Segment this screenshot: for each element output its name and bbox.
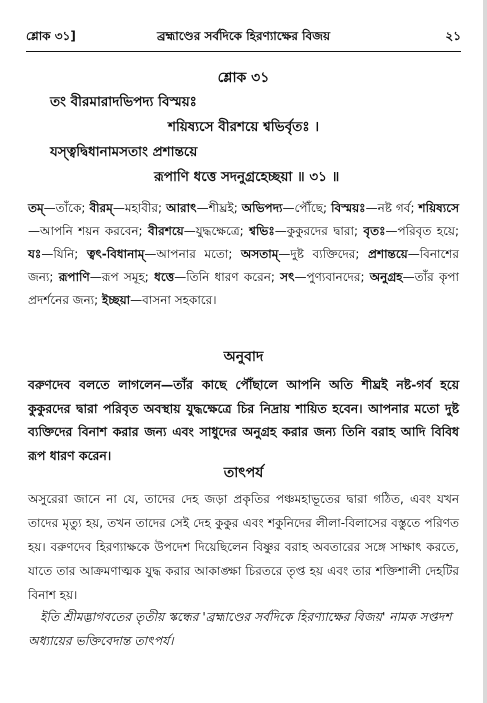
purport-text: অসুরেরা জানে না যে, তাদের দেহ জড়া প্রকৃতির পঞ্চমহাভূতের দ্বারা গঠিত, এবং যখন তাদের মৃত্যু হয়, তখন তাদের সেই দেহ কুকুর এবং শকুনিদের লীলা-বিলাসের বস্তুতে পরিণত হয়। বরুণদেব হিরণ্যাক্ষকে উপদেশ দিয়েছিলেন বিষ্ণুর বরাহ অবতারের সঙ্গে সাক্ষাৎ করতে, যাতে তার আক্রমণাত্মক যুদ্ধ করার আকাঙ্ক্ষা চিরতরে তৃপ্ত হয় এবং তার শক্তিশালী দেহটির বিনাশ হয়।: [28, 492, 459, 602]
synonym-word: ইচ্ছয়া: [102, 293, 131, 307]
synonym-word: বীরশয়ে: [148, 224, 184, 238]
translation-heading: অনুবাদ: [223, 349, 264, 365]
synonym-word: শয়িষ্যসে: [418, 201, 459, 215]
synonym-word: ধত্তে: [154, 270, 175, 284]
translation-text: বরুণদেব বলতে লাগলেন—তাঁর কাছে পৌঁছালে আপনি অতি শীঘ্রই নষ্ট-গর্ব হয়ে কুকুরদের দ্বারা পরিবৃত অবস্থায় যুদ্ধক্ষেত্রে চির নিদ্রায় শায়িত হবেন। আপনার মতো দুষ্ট ব্যক্তিদের বিনাশ করার জন্য এবং সাধুদের অনুগ্রহ করার জন্য তিনি বরাহ আদি বিবিধ রূপ ধারণ করেন।: [28, 377, 459, 463]
synonym-meaning: —যুদ্ধক্ষেত্রে;: [183, 224, 250, 238]
verse-line: যস্ত্বদ্বিধানামসতাং প্রশান্তয়ে: [50, 144, 198, 160]
verse-title: শ্লোক ৩১: [217, 70, 270, 86]
synonym-word: শ্বভিঃ: [249, 224, 275, 238]
synonym-meaning: —রূপ সমূহ;: [89, 270, 155, 284]
purport-heading: তাৎপর্য: [223, 465, 264, 481]
synonym-word: বীরম্: [89, 201, 113, 215]
synonym-word: অসতাম্: [240, 247, 279, 261]
synonym-meaning: —মহাবীর;: [112, 201, 167, 215]
verse-line: রূপাণি ধত্তে সদনুগ্রহেচ্ছয়া ॥ ৩১ ॥: [154, 169, 340, 185]
synonym-meaning: —দুষ্ট ব্যক্তিদের;: [278, 247, 369, 261]
verse-line: শয়িষ্যসে বীরশয়ে শ্বভির্বৃতঃ ।: [168, 119, 320, 135]
page-edge-shadow: [483, 0, 487, 703]
synonym-word: সৎ: [280, 270, 295, 284]
verse-line: তং বীরমারাদভিপদ্য বিস্ময়ঃ: [50, 94, 197, 110]
synonym-meaning: —কুকুরদের দ্বারা;: [274, 224, 364, 238]
synonym-meaning: —তাঁকে;: [43, 201, 90, 215]
synonym-word: ত্বৎ-বিধানাম্: [86, 247, 145, 261]
running-header: [26, 28, 461, 48]
sanskrit-verse: [50, 90, 450, 190]
synonym-meaning: —তাঁর কৃপা প্রদর্শনের জন্য;: [28, 270, 459, 307]
synonym-word: অভিপদ্য: [241, 201, 283, 215]
synonym-word: যঃ: [28, 247, 42, 261]
synonym-meaning: —নষ্ট গর্ব;: [365, 201, 419, 215]
synonym-word: বৃতঃ: [363, 224, 386, 238]
header-verse-ref: শ্লোক ৩১]: [26, 29, 76, 43]
header-divider: [26, 51, 461, 52]
synonym-meaning: —পৌঁছে;: [282, 201, 332, 215]
synonym-meaning: —আপনি শয়ন করবেন;: [28, 224, 149, 238]
synonym-word: বিস্ময়ঃ: [331, 201, 366, 215]
header-page-number: ২১: [445, 29, 461, 43]
synonym-meaning: —বিনাশের জন্য;: [28, 247, 459, 284]
synonym-meaning: —পুণ্যবানদের;: [294, 270, 370, 284]
synonym-word: প্রশান্তয়ে: [368, 247, 408, 261]
synonym-meaning: —বাসনা সহকারে।: [130, 293, 217, 307]
chapter-colophon: ইতি শ্রীমদ্ভাগবতের তৃতীয় স্কন্ধের 'ব্রহ্মাণ্ডের সর্বদিকে হিরণ্যাক্ষের বিজয়' নামক সপ্তদশ অধ্যায়ের ভক্তিবেদান্ত তাৎপর্য।: [28, 610, 452, 648]
synonym-word: তম্: [28, 201, 44, 215]
synonym-meaning: —শীঘ্রই;: [196, 201, 242, 215]
word-synonyms: [28, 197, 459, 312]
synonym-word: রূপাণি: [58, 270, 90, 284]
synonym-word: আরাৎ: [166, 201, 197, 215]
synonym-word: অনুগ্রহ: [369, 270, 403, 284]
synonym-meaning: —আপনার মতো;: [144, 247, 241, 261]
header-chapter-title: ব্রহ্মাণ্ডের সর্বদিকে হিরণ্যাক্ষের বিজয়: [156, 29, 331, 43]
synonym-meaning: —পরিবৃত হয়ে;: [385, 224, 460, 238]
synonym-meaning: —তিনি ধারণ করেন;: [174, 270, 281, 284]
synonym-meaning: —যিনি;: [41, 247, 87, 261]
